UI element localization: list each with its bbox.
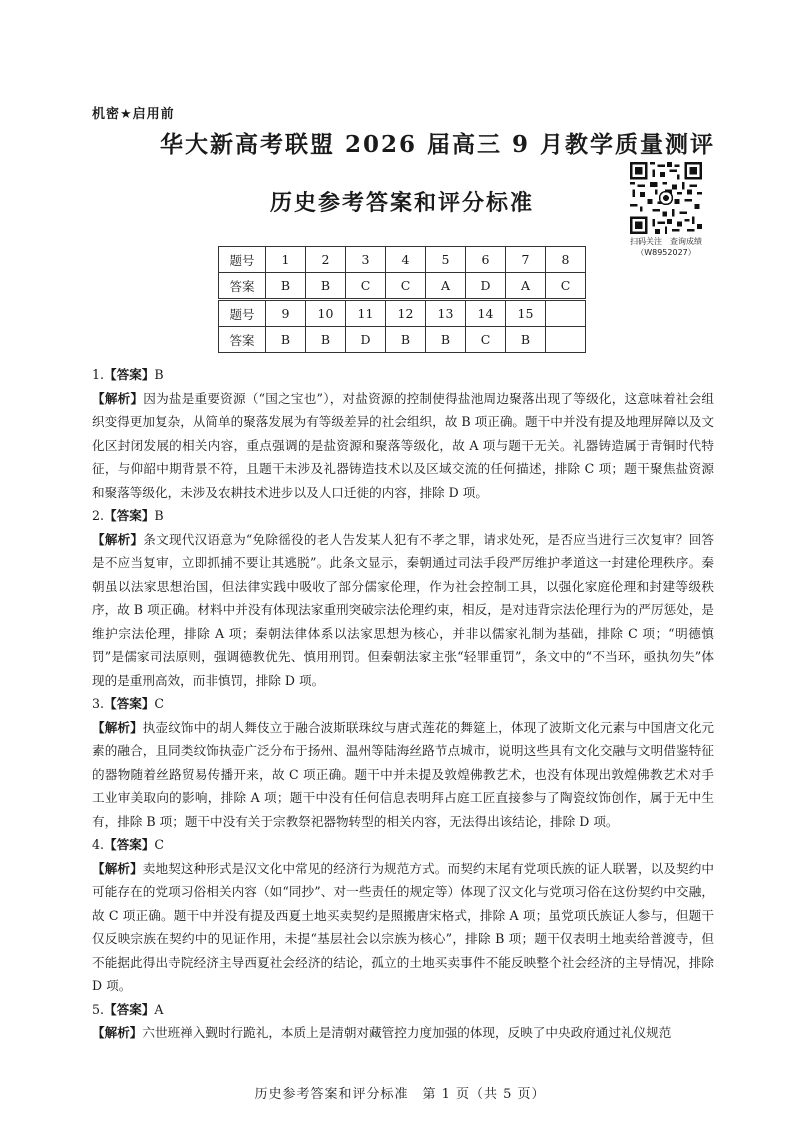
qr-caption-code: （W8952027） bbox=[636, 248, 696, 257]
analysis-tag: 【解析】 bbox=[92, 390, 144, 406]
analysis-paragraph bbox=[92, 716, 714, 834]
question-block-5 bbox=[92, 998, 714, 1045]
answer-cell: C bbox=[466, 327, 506, 353]
analysis-text: 条文现代汉语意为“免除徭役的老人告发某人犯有不孝之罪，请求处死，是否应当进行三次复审？回答是不应当复审，立即抓捕不要让其逃脱”。此条文显示，秦朝通过司法手段严厉维护孝道这一封建伦理秩序。秦朝虽以法家思想治国，但法律实践中吸收了部分儒家伦理，作为社会控制工具，以强化家庭伦理和封建等级秩序，故 B 项正确。材料中并没有体现法家重刑突破宗法伦理约束，相反，是对违背宗法伦理行为的严厉惩处，是维护宗法伦理，排除 A 项；秦朝法律体系以法家思想为核心，并非以儒家礼制为基础，排除 C 项；“明德慎罚”是儒家司法原则，强调德教优先、慎用刑罚。但秦朝法家主张“轻罪重罚”，条文中的“不当环，亟执勿失”体现的是重刑高效，而非慎罚，排除 D 项。 bbox=[92, 531, 714, 688]
question-number-cell: 4 bbox=[386, 247, 426, 273]
question-number-cell: 3 bbox=[346, 247, 386, 273]
confidential-label: 机密★启用前 bbox=[92, 107, 175, 122]
row-header: 答案 bbox=[219, 327, 266, 353]
row-header: 题号 bbox=[219, 300, 266, 327]
row-header: 答案 bbox=[219, 273, 266, 300]
answer-line bbox=[92, 833, 714, 857]
question-number-cell: 7 bbox=[506, 247, 546, 273]
qr-code-icon bbox=[630, 162, 702, 234]
answer-cell: C bbox=[346, 273, 386, 300]
analysis-text: 执壶纹饰中的胡人舞伎立于融合波斯联珠纹与唐式莲花的舞筵上，体现了波斯文化元素与中国唐文化元素的融合，且同类纹饰执壶广泛分布于扬州、温州等陆海丝路节点城市，说明这些具有文化交融与文明借鉴特征的器物随着丝路贸易传播开来，故 C 项正确。题干中并未提及敦煌佛教艺术，也没有体现出敦煌佛教艺术对手工业审美取向的影响，排除 A 项；题干中没有任何信息表明拜占庭工匠直接参与了陶瓷纹饰创作，属于无中生有，排除 B 项；题干中没有关于宗教祭祀器物转型的相关内容，无法得出该结论，排除 D 项。 bbox=[92, 719, 715, 829]
analysis-tag: 【解析】 bbox=[92, 860, 143, 876]
answer-value: B bbox=[154, 367, 164, 382]
question-number-cell: 5 bbox=[426, 247, 466, 273]
answer-value: C bbox=[154, 837, 165, 852]
answer-line bbox=[92, 363, 714, 387]
table-row bbox=[219, 273, 586, 300]
answer-cell: D bbox=[466, 273, 506, 300]
table-row bbox=[219, 300, 586, 327]
answer-value: B bbox=[154, 508, 164, 523]
page-title: 华大新高考联盟 2026 届高三 9 月教学质量测评 bbox=[160, 131, 716, 158]
table-row bbox=[219, 247, 586, 273]
page-footer: 历史参考答案和评分标准 第 1 页（共 5 页） bbox=[254, 1087, 546, 1102]
page-subtitle: 历史参考答案和评分标准 bbox=[270, 190, 535, 216]
answer-cell: B bbox=[386, 327, 426, 353]
analysis-text: 六世班禅入觐时行跪礼，本质上是清朝对藏管控力度加强的体现，反映了中央政府通过礼仪规范 bbox=[142, 1025, 672, 1040]
answer-cell: B bbox=[306, 273, 346, 300]
question-number-cell: 9 bbox=[266, 300, 306, 327]
analysis-paragraph bbox=[92, 387, 714, 505]
answer-value: A bbox=[154, 1001, 164, 1017]
answer-line bbox=[92, 998, 714, 1022]
question-number-cell: 8 bbox=[546, 247, 586, 273]
analysis-tag: 【解析】 bbox=[92, 531, 144, 547]
question-number: 4. bbox=[92, 837, 105, 852]
answer-cell: B bbox=[266, 327, 306, 353]
question-number-cell: 14 bbox=[466, 300, 506, 327]
answer-cell: A bbox=[506, 273, 546, 300]
question-number: 2. bbox=[92, 508, 105, 523]
analysis-paragraph bbox=[92, 1021, 714, 1045]
answer-cell: B bbox=[426, 327, 466, 353]
question-block-2 bbox=[92, 504, 714, 692]
question-number-cell: 10 bbox=[306, 300, 346, 327]
question-number: 3. bbox=[92, 696, 105, 711]
answer-cell: D bbox=[346, 327, 386, 353]
question-number-cell: 2 bbox=[306, 247, 346, 273]
answer-line bbox=[92, 504, 714, 528]
analysis-tag: 【解析】 bbox=[92, 1025, 143, 1040]
answer-cell: C bbox=[386, 273, 426, 300]
question-number-cell: 11 bbox=[346, 300, 386, 327]
row-header: 题号 bbox=[219, 247, 266, 273]
answer-tag: 【答案】 bbox=[104, 837, 155, 852]
question-number: 5. bbox=[92, 1001, 105, 1017]
answer-tag: 【答案】 bbox=[104, 367, 155, 382]
qr-caption bbox=[618, 236, 714, 258]
answer-tag: 【答案】 bbox=[104, 696, 155, 711]
question-block-3 bbox=[92, 692, 714, 833]
answer-tag: 【答案】 bbox=[104, 508, 155, 523]
question-number-cell: 12 bbox=[386, 300, 426, 327]
question-number-cell: 1 bbox=[266, 247, 306, 273]
analysis-paragraph bbox=[92, 857, 714, 998]
analysis-paragraph bbox=[92, 528, 714, 693]
answer-cell: B bbox=[266, 273, 306, 300]
question-number: 1. bbox=[92, 367, 105, 382]
question-number-cell: 15 bbox=[506, 300, 546, 327]
question-block-4 bbox=[92, 833, 714, 998]
answer-tag: 【答案】 bbox=[104, 1001, 155, 1017]
qr-caption-line: 扫码关注 查询成绩 bbox=[630, 237, 702, 246]
answer-line bbox=[92, 692, 714, 716]
answer-cell: B bbox=[306, 327, 346, 353]
question-number-cell: 13 bbox=[426, 300, 466, 327]
answer-value: C bbox=[154, 696, 165, 711]
answer-table bbox=[218, 246, 586, 353]
answer-cell: B bbox=[506, 327, 546, 353]
answer-cell: A bbox=[426, 273, 466, 300]
answer-explanations bbox=[92, 363, 714, 1045]
question-number-cell bbox=[546, 300, 586, 327]
analysis-tag: 【解析】 bbox=[92, 719, 143, 735]
analysis-text: 因为盐是重要资源（“国之宝也”），对盐资源的控制使得盐池周边聚落出现了等级化，这意味着社会组织变得更加复杂，从简单的聚落发展为有等级差异的社会组织，故 B 项正确。题干中并没有提及地理屏障以及文化区封闭发展的相关内容，重点强调的是盐资源和聚落等级化，故 A 项与题干无关。礼器铸造属于青铜时代特征，与仰韶中期背景不符，且题干未涉及礼器铸造技术以及区域交流的任何描述，排除 C 项；题干聚焦盐资源和聚落等级化，未涉及农耕技术进步以及人口迁徙的内容，排除 D 项。 bbox=[92, 390, 715, 500]
answer-cell bbox=[546, 327, 586, 353]
question-number-cell: 6 bbox=[466, 247, 506, 273]
analysis-text: 卖地契这种形式是汉文化中常见的经济行为规范方式。而契约末尾有党项氏族的证人联署，以及契约中可能存在的党项习俗相关内容（如“同抄”、对一些责任的规定等）体现了汉文化与党项习俗在这份契约中交融，故 C 项正确。题干中并没有提及西夏土地买卖契约是照搬唐宋格式，排除 A 项；虽党项氏族证人参与，但题干仅反映宗族在契约中的见证作用，未提“基层社会以宗族为核心”，排除 B 项；题干仅表明土地卖给普渡寺，但不能据此得出寺院经济主导西夏社会经济的结论，孤立的土地买卖事件不能反映整个社会经济的主导情况，排除 D 项。 bbox=[92, 860, 715, 993]
question-block-1 bbox=[92, 363, 714, 504]
answer-cell: C bbox=[546, 273, 586, 300]
table-row bbox=[219, 327, 586, 353]
